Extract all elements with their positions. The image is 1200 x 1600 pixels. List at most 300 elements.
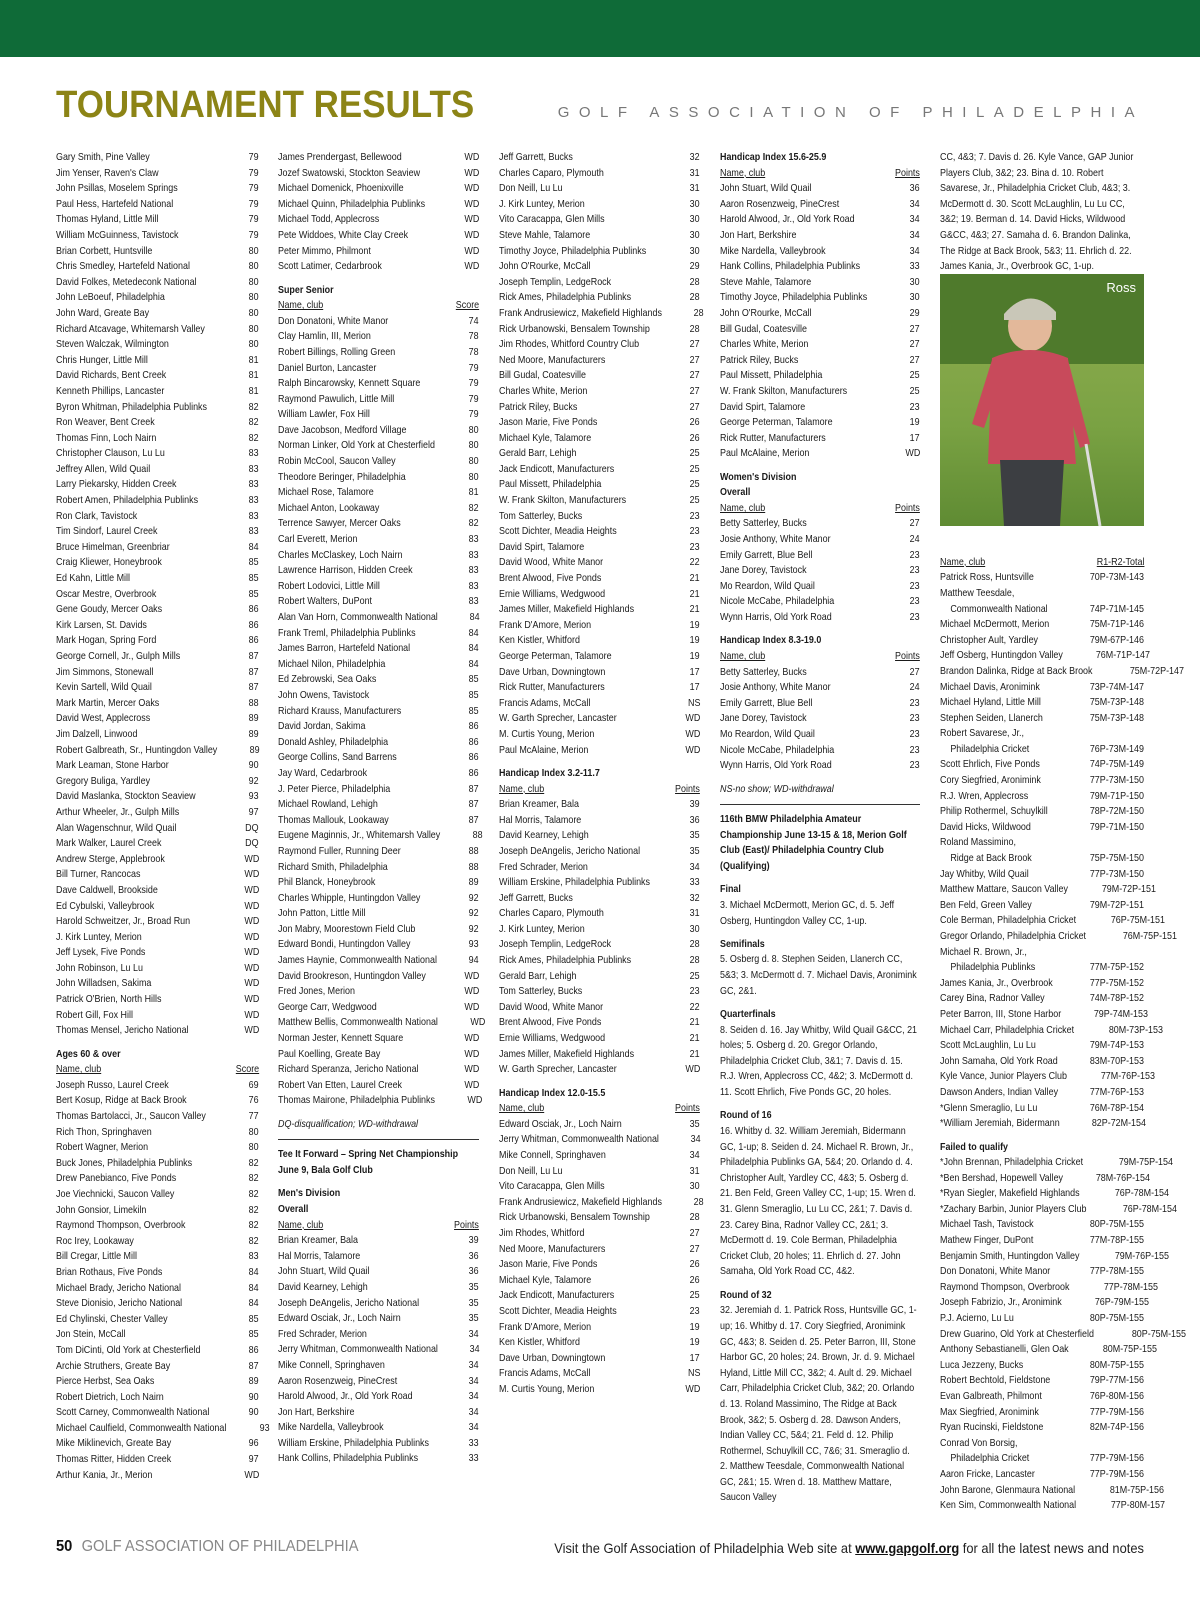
score: 80	[469, 456, 479, 468]
player-name: David Kearney, Lehigh	[278, 1281, 368, 1293]
player-name: Dave Caldwell, Brookside	[56, 884, 158, 896]
paragraph: 16. Whitby d. 32. William Jeremiah, Bidermann GC, 1-up; 8. Seiden d. 24. Michael R. Brown, Jr., Philadelphia Publinks GA, 5&4; 20. Orlando d. 4. Christopher Ault, Yardley CC, 4&3; 5. Osberg d. 21. Ben Feld, Green Valley CC, 1-up; 15. Wren d. 31. Glenn Smeraglio, Lu Lu CC, 2&1; 7. Davis d. 23. Carey Bina, Radnor Valley CC, 2&1; 3. McDermott d. 19. Cole Berman, Philadelphia Cricket Club, 20 holes; 11. Ehrlich d. 27. John Samaha, Old York Road CC, 4&2.	[720, 1126, 916, 1278]
player-name: Jim Rhodes, Whitford Country Club	[499, 339, 640, 351]
player-name: Don Donatoni, White Manor	[940, 1266, 1051, 1278]
player-name: Jason Marie, Five Ponds	[499, 417, 598, 429]
player-name: Mathew Finger, DuPont	[940, 1235, 1034, 1247]
result-row	[56, 945, 259, 961]
player-name: Ridge at Back Brook	[950, 853, 1032, 865]
result-row	[940, 1327, 1187, 1343]
score: 23	[910, 744, 920, 756]
player-name: Christopher Ault, Yardley	[940, 634, 1039, 646]
player-name: Larry Piekarsky, Hidden Creek	[56, 479, 177, 491]
score: 34	[690, 1134, 701, 1146]
player-name: Norman Linker, Old York at Chesterfield	[278, 440, 435, 452]
score: 90	[249, 1407, 259, 1419]
player-name: Tom Satterley, Bucks	[499, 986, 583, 998]
score: 23	[910, 697, 920, 709]
player-name: David Spirt, Talamore	[720, 401, 806, 413]
score: 80P-75M-155	[1089, 1313, 1144, 1325]
result-row	[499, 1335, 700, 1351]
score: 85	[249, 573, 259, 585]
result-row	[56, 197, 259, 213]
score: WD	[244, 853, 259, 865]
result-row	[499, 1210, 700, 1226]
score: 31	[690, 183, 700, 195]
result-row	[499, 1148, 700, 1164]
golfer-illustration	[940, 274, 1144, 526]
score: 36	[469, 1266, 479, 1278]
result-row	[56, 1078, 259, 1094]
player-name: Bill Cregar, Little Mill	[56, 1251, 137, 1263]
score: 39	[469, 1235, 479, 1247]
score: 87	[469, 814, 479, 826]
score: DQ	[245, 822, 259, 834]
result-row	[940, 898, 1144, 914]
result-row	[56, 1203, 259, 1219]
section-title: Semifinals	[720, 938, 765, 950]
result-row	[499, 1366, 700, 1382]
score: 33	[910, 261, 920, 273]
result-row	[56, 524, 259, 540]
player-name: John Patton, Little Mill	[278, 908, 366, 920]
section-title: Quarterfinals	[720, 1009, 776, 1021]
player-name: Robert Dietrich, Loch Nairn	[56, 1391, 164, 1403]
score: 75M-73P-148	[1089, 712, 1144, 724]
player-name: David Folkes, Metedeconk National	[56, 276, 197, 288]
result-row	[56, 555, 259, 571]
player-name: Arthur Kania, Jr., Merion	[56, 1469, 153, 1481]
result-row	[56, 244, 259, 260]
column-header	[499, 782, 700, 798]
score: 85	[249, 588, 259, 600]
column-header	[940, 555, 1144, 571]
result-row	[278, 1374, 479, 1390]
header-name: Name, club	[720, 167, 766, 179]
player-name: Robert Billings, Rolling Green	[278, 346, 396, 358]
player-name: *Ryan Siegler, Makefield Highlands	[940, 1188, 1080, 1200]
result-row	[278, 516, 479, 532]
result-row	[56, 992, 259, 1008]
player-name: David West, Applecross	[56, 713, 151, 725]
result-row	[56, 1008, 259, 1024]
result-row	[940, 648, 1150, 664]
score: 92	[469, 908, 479, 920]
footer-right	[554, 1540, 1144, 1556]
player-name: Matthew Bellis, Commonwealth National	[278, 1017, 438, 1029]
score: 30	[690, 245, 700, 257]
player-name: John Stuart, Wild Quail	[278, 1266, 370, 1278]
player-name: Ralph Bincarowsky, Kennett Square	[278, 378, 421, 390]
player-name: Robin McCool, Saucon Valley	[278, 456, 396, 468]
result-row	[499, 571, 700, 587]
result-row	[278, 750, 479, 766]
result-row	[278, 212, 479, 228]
footer-website-link[interactable]: www.gapgolf.org	[855, 1540, 960, 1556]
result-row	[499, 415, 700, 431]
result-row	[499, 696, 700, 712]
player-name: Drew Guarino, Old York at Chesterfield	[940, 1328, 1094, 1340]
player-name: Byron Whitman, Philadelphia Publinks	[56, 401, 207, 413]
player-name: Rick Rutter, Manufacturers	[720, 432, 826, 444]
score: 28	[690, 955, 700, 967]
results-column-1	[56, 150, 270, 1483]
player-name: Fred Jones, Merion	[278, 986, 355, 998]
score: 89	[249, 744, 260, 756]
score: 80	[249, 307, 259, 319]
result-row	[940, 570, 1144, 586]
result-row	[499, 922, 700, 938]
score: 84	[249, 541, 259, 553]
score: 27	[690, 385, 700, 397]
header-score: Points	[895, 167, 920, 179]
score: 75M-72P-147	[1130, 665, 1185, 677]
result-row	[278, 563, 479, 579]
result-row	[499, 493, 700, 509]
result-row	[56, 696, 259, 712]
result-row	[278, 1000, 479, 1016]
result-row	[940, 726, 1144, 742]
player-name: Michael Tash, Tavistock	[940, 1219, 1034, 1231]
result-row	[720, 696, 920, 712]
player-name: Anthony Sebastianelli, Glen Oak	[940, 1344, 1069, 1356]
result-row	[940, 1295, 1149, 1311]
score: 81M-75P-156	[1109, 1484, 1165, 1496]
score: 28	[690, 939, 700, 951]
result-row	[56, 618, 259, 634]
result-row	[499, 150, 700, 166]
result-row	[720, 228, 920, 244]
result-row	[720, 446, 920, 462]
result-row	[278, 314, 479, 330]
score: 83	[469, 565, 479, 577]
score: 21	[690, 1033, 700, 1045]
section-title: Women's Division	[720, 471, 797, 483]
result-row	[278, 1327, 479, 1343]
result-row	[56, 1312, 259, 1328]
score: 26	[690, 432, 700, 444]
result-row	[499, 212, 700, 228]
score: 28	[690, 276, 700, 288]
result-row	[720, 400, 920, 416]
result-row	[499, 891, 700, 907]
player-name: Andrew Sterge, Applebrook	[56, 853, 165, 865]
result-row	[940, 1202, 1178, 1218]
player-name: Drew Panebianco, Five Ponds	[56, 1173, 177, 1185]
result-row	[278, 1078, 479, 1094]
results-column-2	[278, 150, 486, 1467]
result-row	[278, 228, 479, 244]
player-name: Conrad Von Borsig,	[940, 1437, 1018, 1449]
score: 77P-79M-156	[1089, 1406, 1144, 1418]
result-row	[278, 688, 479, 704]
player-name: Betty Satterley, Bucks	[720, 518, 807, 530]
player-name: George Peterman, Talamore	[720, 417, 833, 429]
player-name: Eugene Maginnis, Jr., Whitemarsh Valley	[278, 830, 441, 842]
result-row	[56, 680, 259, 696]
score: 76P-75M-151	[1111, 915, 1166, 927]
player-name: Dawson Anders, Indian Valley	[940, 1086, 1059, 1098]
result-row	[940, 1171, 1151, 1187]
score: DQ	[245, 838, 259, 850]
score: 75M-71P-146	[1089, 619, 1144, 631]
result-row	[499, 649, 700, 665]
player-name: Dave Urban, Downingtown	[499, 1352, 606, 1364]
player-name: Tom DiCinti, Old York at Chesterfield	[56, 1344, 201, 1356]
player-name: Jane Dorey, Tavistock	[720, 713, 807, 725]
player-name: Frank Andrusiewicz, Makefield Highlands	[499, 307, 662, 319]
top-green-bar	[0, 0, 1200, 57]
score: 34	[690, 1150, 700, 1161]
player-name: Josie Anthony, White Manor	[720, 534, 831, 546]
result-row	[499, 259, 700, 275]
result-row	[940, 1451, 1144, 1467]
score: WD	[244, 931, 259, 943]
result-row	[499, 368, 700, 384]
paragraph: 5. Osberg d. 8. Stephen Seiden, Llanerch CC, 5&3; 3. McDermott d. 7. Michael Davis, Aronimink GC, 2&1.	[720, 954, 917, 997]
score: WD	[464, 152, 479, 163]
result-row	[499, 602, 700, 618]
player-name: Jim Rhodes, Whitford	[499, 1227, 585, 1239]
result-row	[278, 244, 479, 260]
player-name: Michael Rowland, Lehigh	[278, 799, 378, 811]
player-name: John Owens, Tavistock	[278, 689, 370, 701]
player-name: Michael R. Brown, Jr.,	[940, 946, 1027, 958]
score: 85	[249, 1313, 259, 1325]
player-name: Daniel Burton, Lancaster	[278, 362, 377, 374]
result-row	[278, 1031, 479, 1047]
result-row	[56, 212, 259, 228]
result-row	[56, 1156, 259, 1172]
player-name: Patrick Riley, Bucks	[720, 354, 799, 366]
score: 82	[249, 1235, 259, 1247]
player-name: Charles Whipple, Huntingdon Valley	[278, 892, 421, 904]
result-row	[499, 1132, 700, 1148]
score: 36	[910, 183, 920, 195]
player-name: Scott Latimer, Cedarbrook	[278, 261, 382, 273]
score: 19	[910, 417, 920, 429]
player-name: Michael Davis, Aronimink	[940, 681, 1040, 693]
player-name: Gregory Buliga, Yardley	[56, 775, 151, 787]
result-row	[56, 727, 259, 743]
score: 27	[690, 370, 700, 382]
player-name: Frank D'Amore, Merion	[499, 1321, 592, 1333]
section-title: Handicap Index 15.6-25.9	[720, 152, 827, 163]
result-row	[940, 960, 1144, 976]
score: 92	[249, 775, 259, 787]
player-name: Steve Dionisio, Jericho National	[56, 1298, 183, 1310]
score: 82	[249, 1220, 259, 1232]
result-row	[720, 259, 920, 275]
result-row	[56, 400, 259, 416]
score: 26	[690, 1274, 700, 1286]
result-row	[278, 704, 479, 720]
result-row	[56, 353, 259, 369]
score: 80M-75P-155	[1089, 1359, 1144, 1371]
score: 87	[249, 651, 259, 662]
player-name: Jason Marie, Five Ponds	[499, 1259, 598, 1271]
result-row	[499, 1242, 700, 1258]
score: 82	[469, 518, 479, 530]
player-name: Brian Corbett, Huntsville	[56, 245, 153, 257]
photo-caption: Ross	[1106, 280, 1136, 295]
result-row	[56, 1281, 259, 1297]
result-row	[56, 852, 259, 868]
result-row	[499, 969, 700, 985]
header-score: Points	[675, 1103, 700, 1115]
result-row	[56, 477, 259, 493]
player-name: Jim Simmons, Stonewall	[56, 666, 154, 678]
column-header	[720, 501, 920, 517]
result-row	[499, 555, 700, 571]
result-row	[278, 969, 479, 985]
section-title: Tee It Forward – Spring Net Championship	[278, 1149, 459, 1161]
player-name: Charles White, Merion	[720, 339, 809, 351]
column-header	[499, 1101, 700, 1117]
score: 79M-75P-154	[1119, 1157, 1174, 1169]
player-name: Bill Gudal, Coatesville	[499, 370, 586, 382]
player-name: Wynn Harris, Old York Road	[720, 760, 832, 772]
header-score: R1-R2-Total	[1096, 556, 1144, 568]
player-name: Roland Massimino,	[940, 837, 1016, 849]
result-row	[499, 244, 700, 260]
score: WD	[464, 214, 479, 226]
score: WD	[464, 1079, 479, 1091]
result-row	[56, 275, 259, 291]
score: 76P-73M-149	[1089, 743, 1144, 755]
score: 80	[249, 292, 259, 304]
player-name: Lawrence Harrison, Hidden Creek	[278, 565, 413, 577]
player-name: W. Frank Skilton, Manufacturers	[499, 495, 627, 507]
score: 25	[690, 495, 700, 507]
result-row	[278, 197, 479, 213]
result-row	[499, 587, 700, 603]
result-row	[720, 353, 920, 369]
score: 85	[469, 705, 479, 717]
section-title: Overall	[720, 487, 751, 499]
result-row	[56, 1468, 259, 1484]
score: WD	[244, 1009, 259, 1021]
result-row	[499, 477, 700, 493]
result-row	[720, 711, 920, 727]
score: 33	[690, 877, 700, 889]
score: 83	[249, 526, 259, 538]
spacer	[720, 774, 920, 782]
player-name: Paul Missett, Philadelphia	[720, 370, 823, 382]
score: 80P-75M-155	[1089, 1219, 1144, 1231]
score: 79	[249, 167, 259, 179]
result-row	[56, 821, 259, 837]
result-row	[940, 1085, 1144, 1101]
score: 80	[249, 339, 259, 351]
score: 30	[690, 214, 700, 226]
score: 77P-78M-155	[1089, 1266, 1144, 1278]
player-name: Joseph DeAngelis, Jericho National	[499, 845, 641, 857]
result-row	[940, 835, 1144, 851]
score: 23	[910, 612, 920, 624]
score: 87	[249, 666, 259, 678]
result-row	[940, 757, 1144, 773]
result-row	[720, 579, 920, 595]
result-row	[56, 758, 259, 774]
score: 79M-72P-151	[1101, 884, 1156, 896]
player-name: Mo Reardon, Wild Quail	[720, 728, 815, 740]
player-name: Patrick Riley, Bucks	[499, 401, 578, 413]
player-name: Richard Smith, Philadelphia	[278, 861, 388, 873]
result-row	[278, 641, 479, 657]
result-row	[56, 1405, 259, 1421]
player-name: David Kearney, Lehigh	[499, 830, 589, 842]
player-name: Wynn Harris, Old York Road	[720, 612, 832, 624]
score: WD	[244, 947, 259, 959]
section-title: Round of 16	[720, 1110, 772, 1122]
player-name: Kirk Larsen, St. Davids	[56, 619, 147, 631]
score	[1141, 835, 1144, 851]
player-name: Don Donatoni, White Manor	[278, 315, 389, 327]
score: 93	[469, 939, 479, 951]
score: 28	[694, 1196, 704, 1208]
player-name: David Hicks, Wildwood	[940, 821, 1031, 833]
result-row	[499, 1117, 700, 1133]
score: 21	[690, 573, 700, 585]
player-name: John Barone, Glenmaura National	[940, 1484, 1076, 1496]
score: 86	[469, 767, 479, 779]
result-row	[499, 290, 700, 306]
result-row	[56, 1343, 259, 1359]
result-row	[940, 1280, 1158, 1296]
player-name: Patrick O'Brien, North Hills	[56, 994, 162, 1006]
player-name: Theodore Beringer, Philadelphia	[278, 471, 406, 483]
player-name: *Zachary Barbin, Junior Players Club	[940, 1203, 1087, 1215]
result-row	[56, 322, 259, 338]
score: 76P-79M-155	[1094, 1297, 1149, 1309]
player-name: Charles McClaskey, Loch Nairn	[278, 549, 403, 561]
score: WD	[244, 1025, 259, 1037]
result-row	[56, 1265, 259, 1281]
score: 30	[690, 229, 700, 241]
score: 79P-77M-156	[1089, 1375, 1144, 1387]
result-row	[499, 431, 700, 447]
player-name: Benjamin Smith, Huntingdon Valley	[940, 1250, 1080, 1262]
result-row	[56, 446, 259, 462]
result-row	[940, 1342, 1157, 1358]
result-row	[56, 181, 259, 197]
player-name: John Ward, Greate Bay	[56, 307, 150, 319]
header-score: Score	[235, 1064, 259, 1076]
player-name: John Psillas, Moselem Springs	[56, 183, 178, 195]
score: 27	[690, 354, 700, 366]
score: 85	[249, 1329, 259, 1341]
result-row	[940, 1498, 1166, 1514]
player-name: Rick Ames, Philadelphia Publinks	[499, 292, 632, 304]
result-row	[278, 392, 479, 408]
player-name: P.J. Acierno, Lu Lu	[940, 1313, 1014, 1325]
result-row	[278, 657, 479, 673]
player-name: Paul Missett, Philadelphia	[499, 479, 602, 491]
score: 17	[690, 1352, 700, 1364]
result-row	[720, 727, 920, 743]
score: 34	[469, 1328, 479, 1340]
score: 84	[469, 643, 479, 655]
score: 76P-80M-156	[1089, 1391, 1144, 1403]
player-name: Thomas Mairone, Philadelphia Publinks	[278, 1095, 435, 1107]
score: 90	[249, 1391, 259, 1403]
player-name: Carl Everett, Merion	[278, 534, 358, 546]
score: 17	[690, 666, 700, 678]
result-row	[940, 1389, 1144, 1405]
result-row	[278, 813, 479, 829]
player-name: Jim Dalzell, Linwood	[56, 728, 138, 740]
